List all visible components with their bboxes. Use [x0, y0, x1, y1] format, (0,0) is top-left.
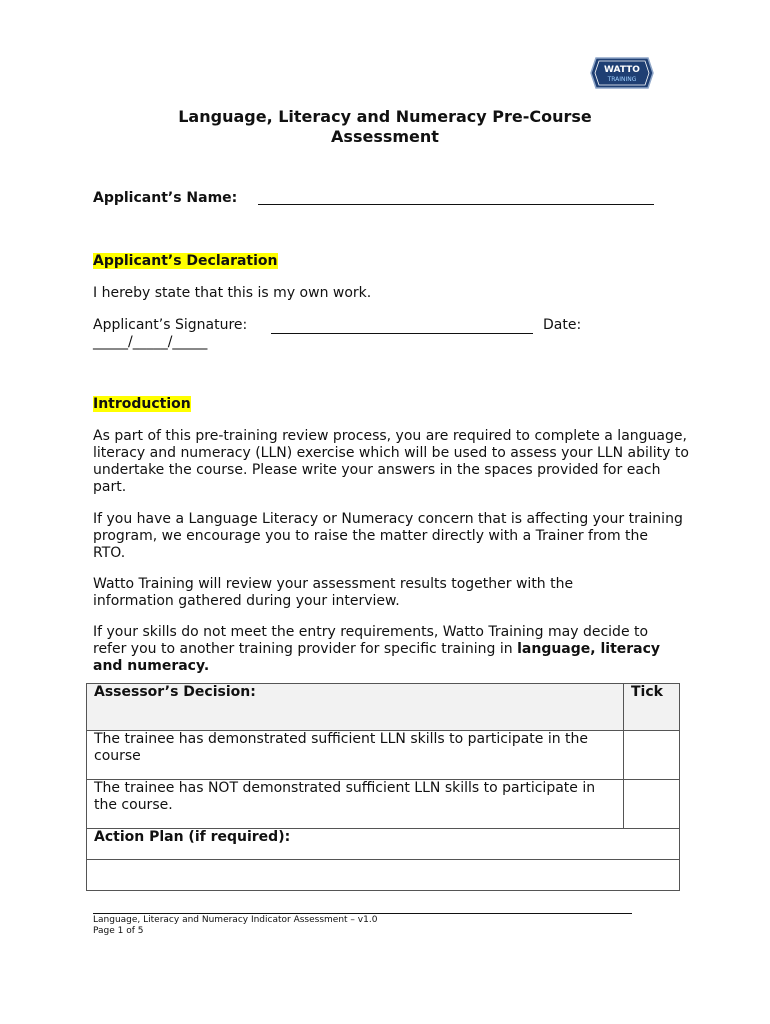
watto-training-logo	[590, 56, 654, 90]
applicant-name-field[interactable]	[258, 204, 654, 205]
table-row	[87, 731, 680, 780]
intro-paragraph-4-bold: language, literacy and numeracy.	[93, 641, 661, 674]
declaration-statement: I hereby state that this is my own work.	[93, 285, 372, 301]
footer-document-name: Language, Literacy and Numeracy Indicator Assessment – v1.0	[93, 915, 378, 925]
intro-paragraph-2: If you have a Language Literacy or Numeracy concern that is affecting your training program, we encourage you to raise the matter directly with a Trainer from the RTO.	[93, 511, 683, 561]
table-header-row	[87, 684, 680, 731]
date-label: Date:	[543, 317, 582, 333]
assessor-decision-table	[86, 683, 680, 891]
declaration-heading	[93, 253, 278, 270]
title-line-2: Assessment	[331, 127, 439, 146]
decision-header: Assessor’s Decision:	[87, 684, 624, 731]
footer-page-number: Page 1 of 5	[93, 926, 144, 936]
signature-label: Applicant’s Signature:	[93, 317, 248, 333]
svg-text:WATTO: WATTO	[604, 65, 640, 75]
declaration-heading-text: Applicant’s Declaration	[93, 253, 278, 269]
tick-box-not-sufficient[interactable]	[624, 780, 680, 829]
introduction-heading-text: Introduction	[93, 396, 191, 412]
table-row	[87, 780, 680, 829]
intro-paragraph-4-text: If your skills do not meet the entry requirements, Watto Training may decide to refer you to another training provider for specific training in	[93, 624, 649, 657]
intro-paragraph-4	[93, 624, 673, 675]
document-title	[93, 107, 677, 147]
date-field[interactable]: _____/_____/_____	[93, 334, 208, 350]
title-line-1: Language, Literacy and Numeracy Pre-Course	[178, 107, 592, 126]
svg-text:TRAINING: TRAINING	[607, 76, 637, 83]
action-plan-field[interactable]	[87, 860, 680, 891]
tick-header: Tick	[624, 684, 680, 731]
action-plan-label: Action Plan (if required):	[87, 829, 680, 860]
signature-field[interactable]	[271, 333, 533, 334]
action-plan-entry-row	[87, 860, 680, 891]
intro-paragraph-3: Watto Training will review your assessment results together with the information gathered during your interview.	[93, 576, 574, 609]
decision-sufficient: The trainee has demonstrated sufficient LLN skills to participate in the course	[87, 731, 624, 780]
action-plan-row	[87, 829, 680, 860]
decision-not-sufficient: The trainee has NOT demonstrated sufficient LLN skills to participate in the course.	[87, 780, 624, 829]
applicant-name-label: Applicant’s Name:	[93, 190, 238, 206]
intro-paragraph-1: As part of this pre-training review process, you are required to complete a language, literacy and numeracy (LLN) exercise which will be used to assess your LLN ability to undertake the course. Please write your answers in the spaces provided for each part.	[93, 428, 689, 495]
tick-box-sufficient[interactable]	[624, 731, 680, 780]
footer-divider	[93, 913, 632, 914]
page-footer	[93, 915, 377, 937]
introduction-heading	[93, 396, 191, 413]
